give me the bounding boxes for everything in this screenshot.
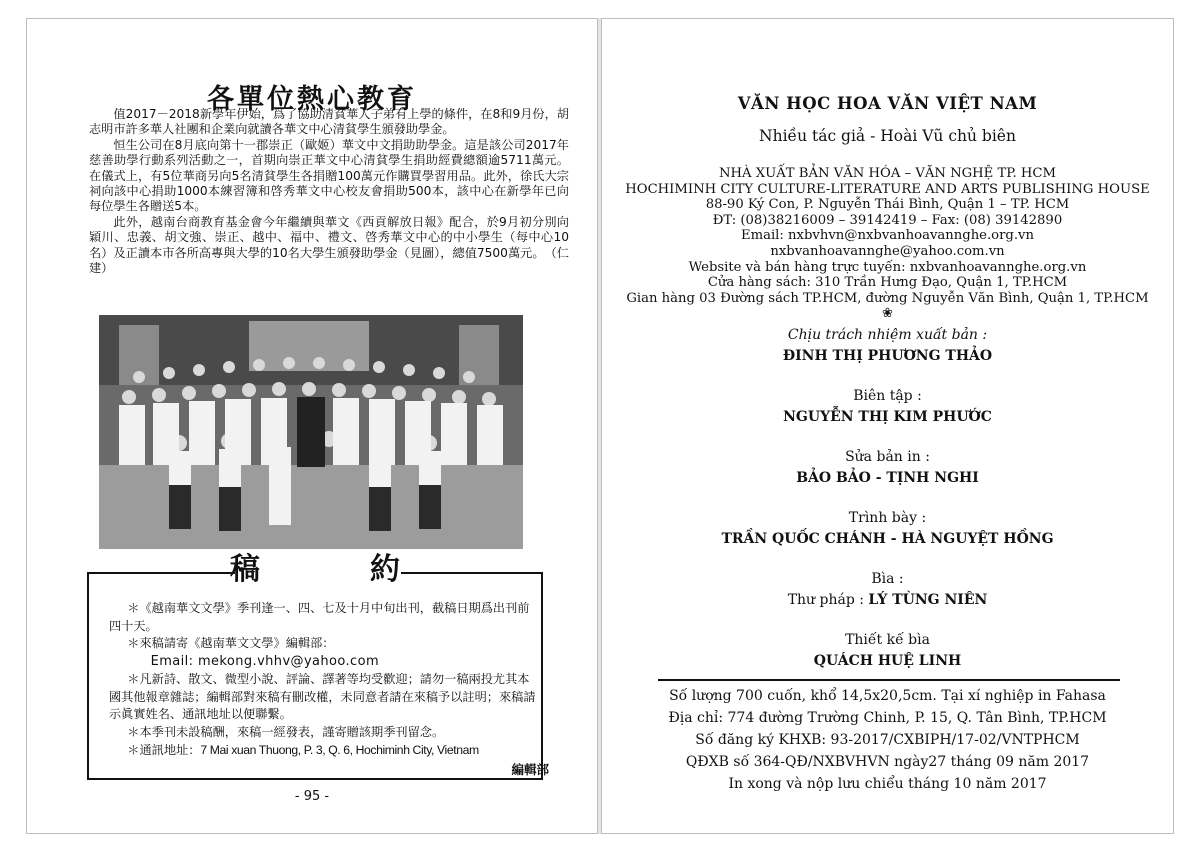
credit-responsible — [602, 325, 1173, 367]
layout-label: Trình bày : — [848, 510, 927, 526]
print-quantity: Số lượng 700 cuốn, khổ 14,5x20,5cm. Tại xí nghiệp in Fahasa — [669, 688, 1106, 704]
article-body — [89, 107, 569, 276]
credit-cover — [602, 569, 1173, 611]
credit-layout — [602, 508, 1173, 550]
print-address: Địa chỉ: 774 đường Trường Chinh, P. 15, Q. Tân Bình, TP.HCM — [668, 710, 1107, 726]
flower-ornament-icon: ❀ — [882, 306, 893, 321]
submission-email: Email: mekong.vhhv@yahoo.com — [150, 654, 380, 670]
responsible-name: ĐINH THỊ PHƯƠNG THẢO — [782, 348, 993, 364]
article-paragraph-3: 此外，越南台商教育基金會今年繼續與華文《西貢解放日報》配合，於9月初分別向穎川、忠義、胡文強、崇正、越中、福中、禮文、啓秀華文中心的中小學生（每中心10名）及正讀本市各所高專與大學的10名大學生頒發助學金（見圖），總值7500萬元。 （仁建） — [89, 214, 569, 276]
calligraphy-name: LÝ TÙNG NIÊN — [868, 592, 988, 608]
proof-name: BẢO BẢO - TỊNH NGHI — [796, 470, 979, 486]
credit-proofreading — [602, 447, 1173, 489]
publishing-decision: QĐXB số 364-QĐ/NXBVHVN ngày27 tháng 09 năm 2017 — [685, 754, 1090, 770]
proof-label: Sửa bản in : — [845, 449, 930, 465]
registration-number: Số đăng ký KHXB: 93-2017/CXBIPH/17-02/VNTPHCM — [695, 732, 1080, 748]
publisher-phone: ĐT: (08)38216009 – 39142419 – Fax: (08) 39142890 — [712, 212, 1063, 228]
publisher-info — [602, 166, 1173, 306]
submission-notice-title: 稿 約 — [230, 552, 440, 587]
publisher-name-vi: NHÀ XUẤT BẢN VĂN HÓA – VĂN NGHỆ TP. HCM — [719, 166, 1056, 181]
publisher-email-2: nxbvanhoavannghe@yahoo.com.vn — [770, 243, 1005, 259]
right-page — [601, 18, 1174, 834]
deposit-date: In xong và nộp lưu chiểu tháng 10 năm 2017 — [728, 776, 1047, 792]
group-photo-image — [99, 315, 523, 549]
publisher-website: Website và bán hàng trực tuyến: nxbvanhoavannghe.org.vn — [688, 259, 1087, 275]
publisher-booth: Gian hàng 03 Đường sách TP.HCM, đường Nguyễn Văn Bình, Quận 1, TP.HCM — [626, 290, 1149, 306]
calligraphy-line — [602, 590, 1173, 611]
book-title: VĂN HỌC HOA VĂN VIỆT NAM — [737, 94, 1038, 113]
editor-label: Biên tập : — [853, 388, 922, 404]
article-heading: 各單位熱心教育 — [207, 84, 417, 115]
address-value: 7 Mai xuan Thuong, P. 3, Q. 6, Hochiminh City, Vietnam — [200, 742, 479, 757]
cover-design-name: QUÁCH HUỆ LINH — [813, 653, 962, 669]
address-label: ＊通訊地址： — [127, 742, 201, 757]
editorial-signature: 編輯部 — [511, 762, 549, 777]
layout-name: TRẦN QUỐC CHÁNH - HÀ NGUYỆT HỒNG — [721, 531, 1054, 547]
credit-cover-design — [602, 630, 1173, 672]
publisher-email-1: Email: nxbvhvn@nxbvanhoavannghe.org.vn — [740, 228, 1035, 244]
publisher-bookstore: Cửa hàng sách: 310 Trần Hưng Đạo, Quận 1, TP.HCM — [707, 275, 1068, 291]
submission-notice-text — [109, 600, 539, 759]
article-paragraph-2: 恒生公司在8月底向第十一郡崇正（歐姬）華文中文捐助助學金。這是該公司2017年慈善助學行動系列活動之一，首期向崇正華文中心清貧學生捐助經費總額逾5711萬元。在儀式上，有5位華商另向5名清貧學生各捐贈100萬元作購買學習用品。此外，徐氏大宗祠向該中心捐助1000本練習簿和啓秀華文中心校友會捐助500本，該中心在新學年已向每位學生各贈送5本。 — [89, 137, 569, 214]
submission-line-send: ＊來稿請寄《越南華文文學》編輯部： — [127, 636, 335, 651]
cover-label: Bìa : — [871, 571, 904, 587]
submission-line-schedule: ＊《越南華文文學》季刊逢一、四、七及十月中旬出刊，截稿日期爲出刊前四十天。 — [109, 601, 530, 633]
article-paragraph-1: 值2017－2018新學年伊始，爲了協助清貧華人子弟有上學的條件，在8和9月份，胡志明市許多華人社團和企業向就讀各華文中心清貧學生頒發助學金。 — [89, 107, 569, 137]
editor-name: NGUYỄN THỊ KIM PHƯỚC — [783, 409, 992, 425]
print-info — [602, 685, 1173, 795]
submission-line-address — [109, 742, 539, 760]
responsible-label: Chịu trách nhiệm xuất bản : — [787, 327, 988, 343]
submission-line-genres: ＊凡新詩、散文、微型小說、評論、譯著等均受歡迎；請勿一稿兩投尤其本國其他報章雜誌；編輯部對來稿有刪改權，未同意者請在來稿予以註明；來稿請示眞實姓名、通訊地址以便聯繫。 — [109, 671, 536, 722]
page-number: - 95 - — [294, 789, 330, 804]
divider — [658, 679, 1120, 681]
cover-design-label: Thiết kế bìa — [845, 632, 930, 648]
publisher-name-en: HOCHIMINH CITY CULTURE-LITERATURE AND ARTS PUBLISHING HOUSE — [625, 181, 1150, 197]
book-authors: Nhiều tác giả - Hoài Vũ chủ biên — [759, 127, 1016, 145]
credit-editor — [602, 386, 1173, 428]
left-page — [26, 18, 598, 834]
submission-line-payment: ＊本季刊未設稿酬，來稿一經發表，謹寄贈該期季刊留念。 — [127, 724, 445, 739]
calligraphy-label: Thư pháp : — [787, 592, 864, 608]
publisher-address: 88-90 Ký Con, P. Nguyễn Thái Bình, Quận 1 – TP. HCM — [705, 197, 1070, 213]
group-photo — [99, 315, 523, 549]
